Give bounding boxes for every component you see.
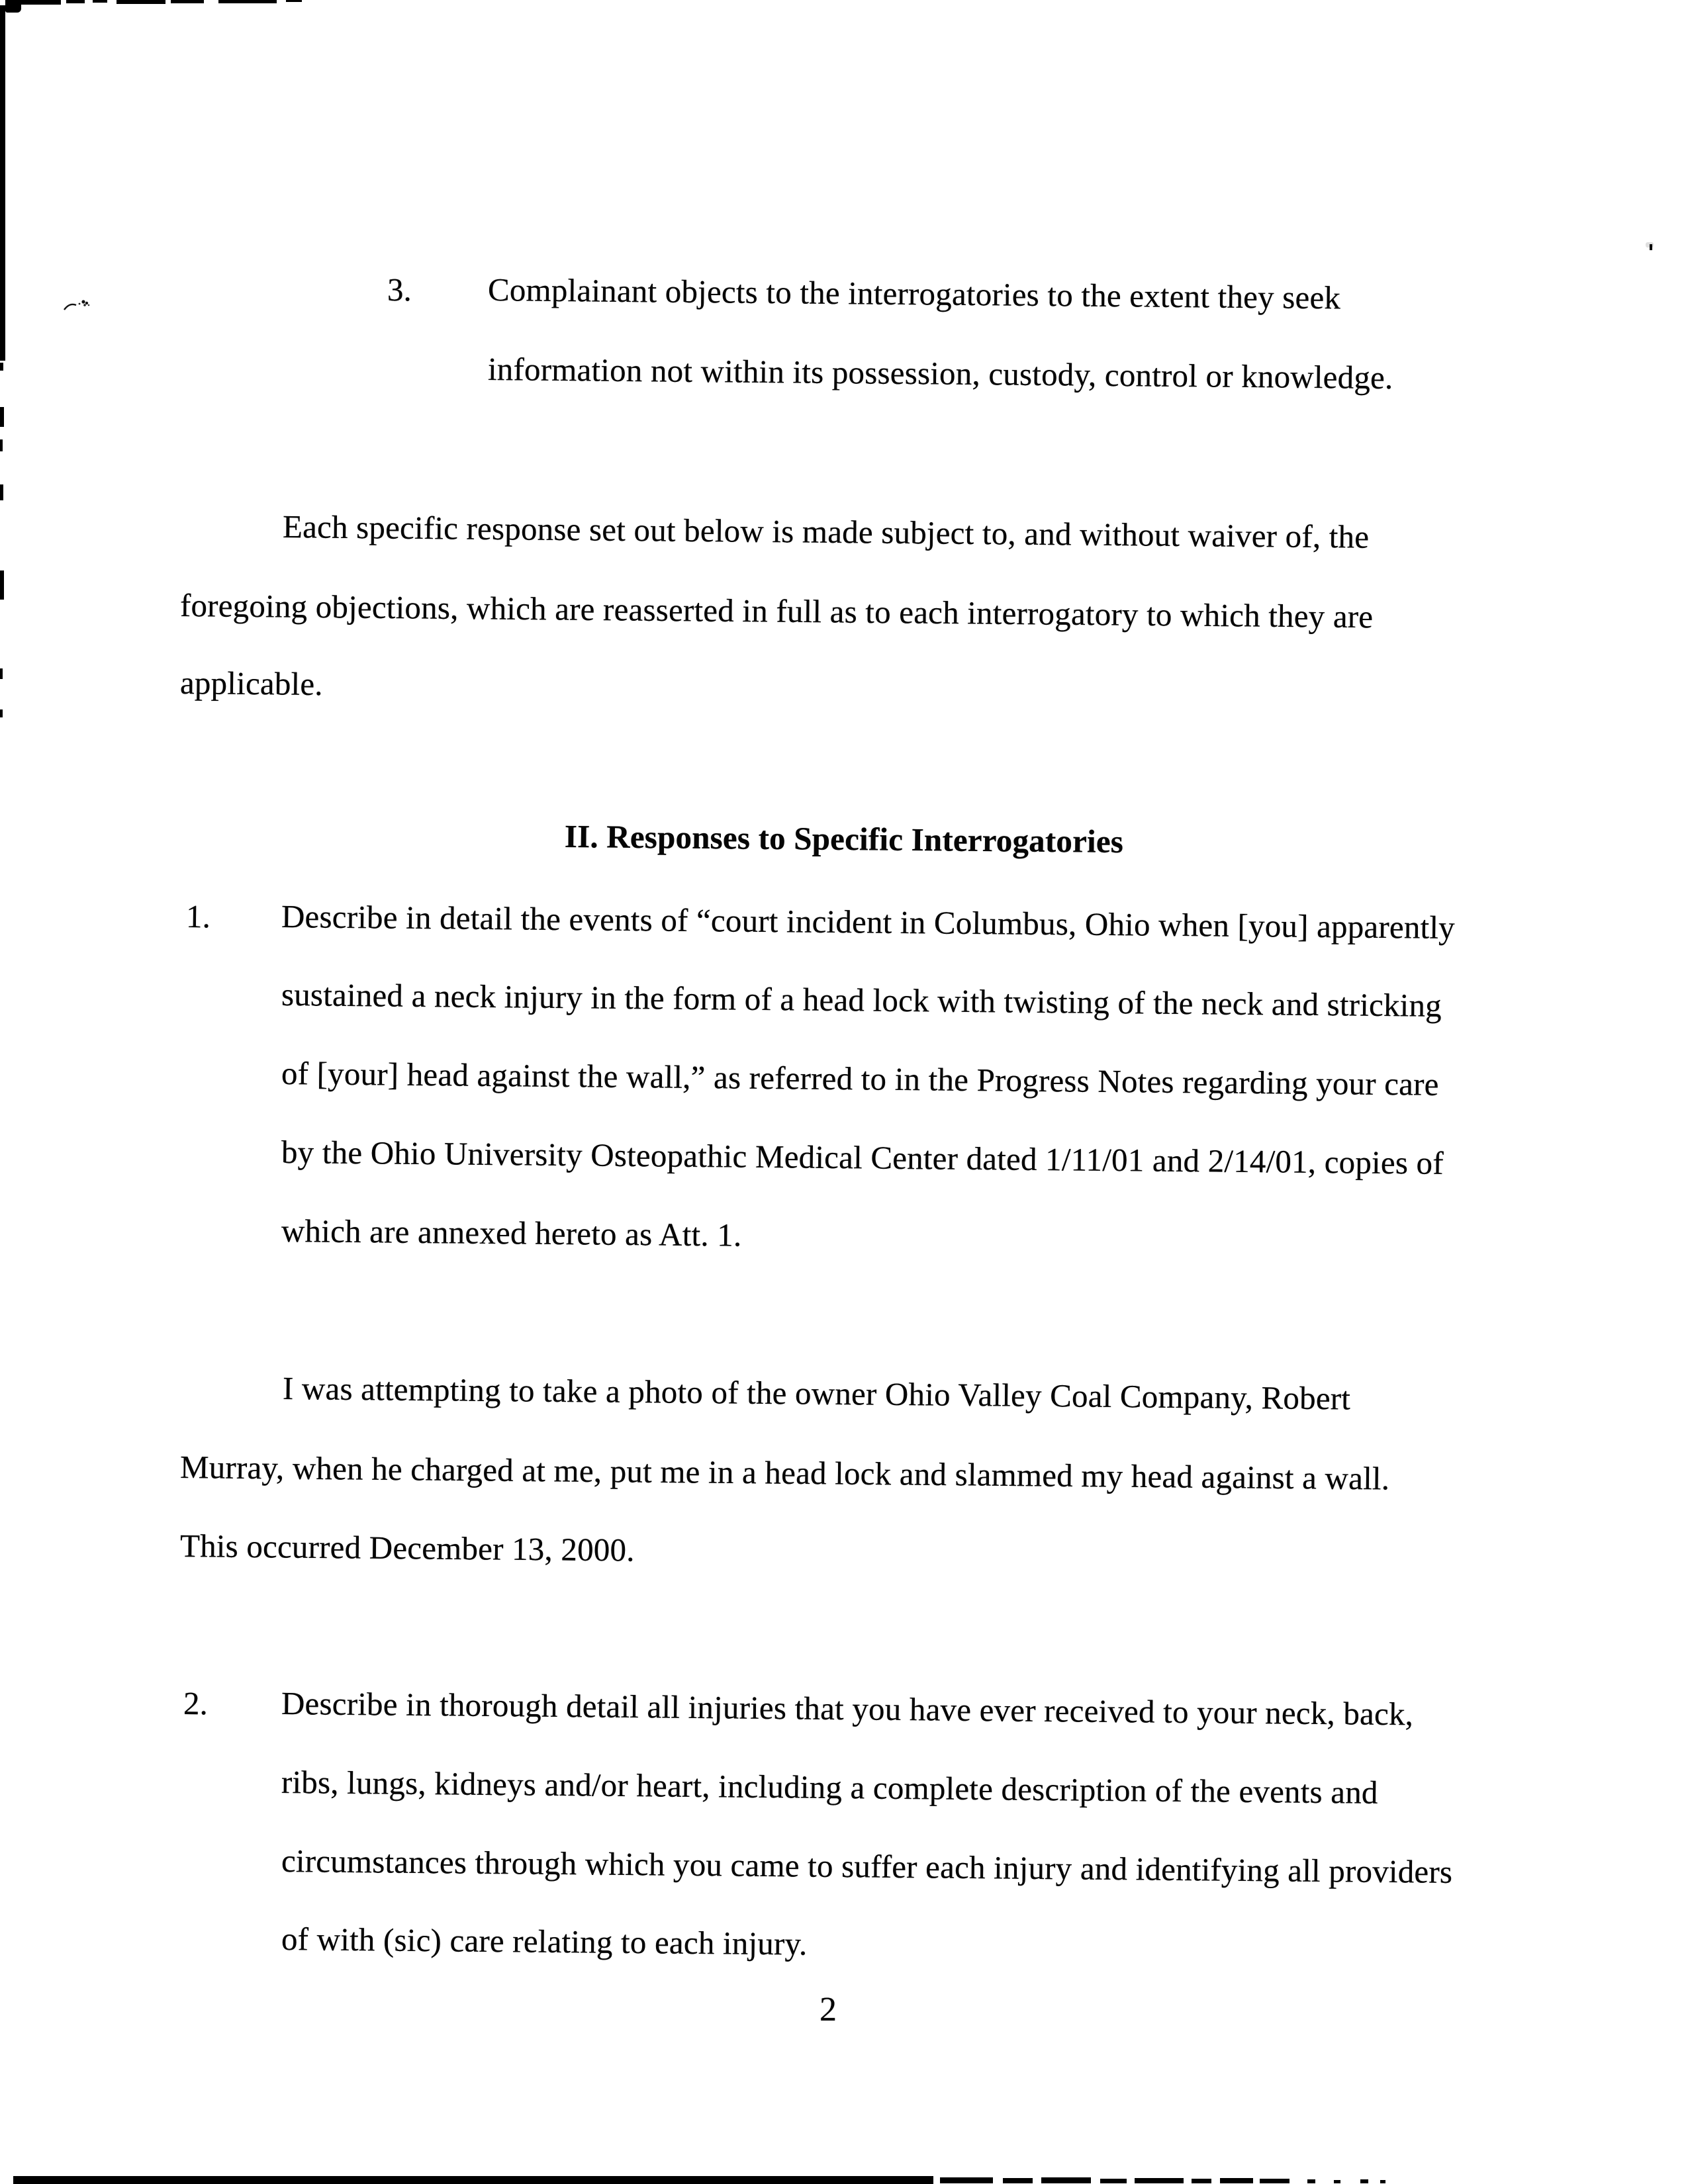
item1-line: Describe in detail the events of “court incident in Columbus, Ohio when [you] apparently (281, 898, 1456, 946)
item2-line: ribs, lungs, kidneys and/or heart, including a complete description of the events and (281, 1764, 1378, 1811)
scan-mark (1380, 2180, 1385, 2183)
scan-mark (117, 0, 165, 4)
scan-mark (0, 709, 3, 717)
item3-line2: information not within its possession, custody, control or knowledge. (487, 351, 1393, 396)
scan-mark (1260, 2179, 1289, 2183)
scan-mark (286, 0, 302, 2)
item1-line: by the Ohio University Osteopathic Medical Center dated 1/11/01 and 2/14/01, copies of (281, 1134, 1444, 1181)
item3-number: 3. (387, 271, 412, 308)
scan-mark (1334, 2180, 1340, 2183)
paragraph-line: Each specific response set out below is made subject to, and without waiver of, the (282, 508, 1370, 555)
item2-line: Describe in thorough detail all injuries that you have ever received to your neck, back, (281, 1685, 1414, 1733)
scan-mark (1041, 2177, 1091, 2183)
scan-mark (1192, 2179, 1211, 2183)
scan-mark (7, 0, 61, 5)
item1-line: sustained a neck injury in the form of a head lock with twisting of the neck and stricking (281, 976, 1442, 1024)
scan-mark (66, 0, 85, 3)
page-number: 2 (820, 1991, 837, 2028)
scan-mark (0, 407, 4, 427)
scan-mark (1360, 2179, 1368, 2183)
scan-mark (1220, 2178, 1253, 2183)
answer1-line: This occurred December 13, 2000. (179, 1527, 635, 1569)
scan-mark (218, 0, 277, 3)
scan-mark (1100, 2179, 1127, 2183)
section-heading: II. Responses to Specific Interrogatories (564, 817, 1124, 860)
scan-mark (0, 5, 5, 361)
item2-line: of with (sic) care relating to each injury. (281, 1921, 808, 1962)
item1-line: which are annexed hereto as Att. 1. (281, 1212, 742, 1253)
scan-mark (1307, 2179, 1315, 2183)
scan-mark (0, 570, 4, 600)
item3-line1: Complainant objects to the interrogatories to the extent they seek (487, 271, 1341, 316)
scan-mark (0, 439, 3, 451)
item1-number: 1. (185, 898, 211, 935)
answer1-line: Murray, when he charged at me, put me in a head lock and slammed my head against a wall. (179, 1449, 1390, 1497)
scan-mark (1135, 2178, 1184, 2183)
item1-line: of [your] head against the wall,” as referred to in the Progress Notes regarding your care (281, 1055, 1439, 1103)
scan-smudge-mark (63, 296, 95, 314)
item2-line: circumstances through which you came to suffer each injury and identifying all providers (281, 1843, 1453, 1890)
scan-mark (93, 0, 107, 3)
scan-mark (0, 484, 3, 500)
scan-mark (940, 2177, 993, 2183)
scan-mark (13, 2176, 933, 2184)
item2-number: 2. (183, 1685, 209, 1722)
scan-mark (0, 668, 3, 679)
scan-mark (0, 363, 3, 371)
paragraph-line: foregoing objections, which are reasserted in full as to each interrogatory to which they are (179, 587, 1374, 635)
paragraph-line: applicable. (179, 664, 324, 703)
scan-mark (1003, 2178, 1033, 2183)
scan-mark (171, 0, 204, 3)
answer1-line: I was attempting to take a photo of the owner Ohio Valley Coal Company, Robert (282, 1370, 1351, 1417)
